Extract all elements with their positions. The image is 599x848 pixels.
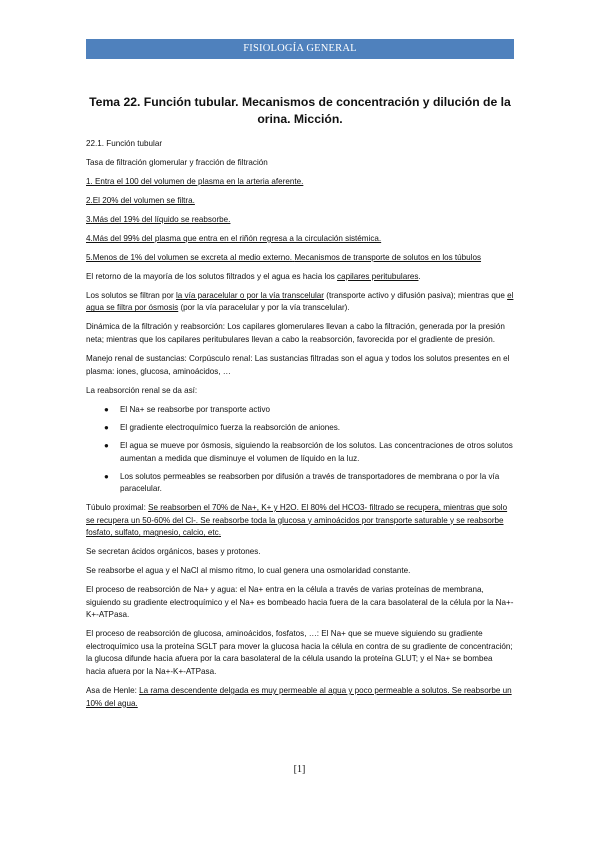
- document-body: [86, 94, 514, 717]
- underlined-run: Se reabsorben el 70% de Na+, K+ y H2O. El 80% del HCO3- filtrado se recupera, mientras que solo se recupera un 50-60% del Cl-. Se reabsorbe toda la glucosa y aminoácidos por transporte saturable y se reabsorbe fosfato, sulfato, magnesio, calcio, etc: [86, 502, 508, 538]
- numbered-item-2: 2.El 20% del volumen se filtra.: [86, 195, 195, 205]
- paragraph-tubulo-proximal: [86, 502, 514, 540]
- underlined-run: el agua se filtra por ósmosis: [86, 290, 514, 313]
- bullet-icon: ●: [104, 471, 109, 481]
- list-item-text: El gradiente electroquímico fuerza la reabsorción de aniones.: [120, 422, 341, 432]
- list-item: [86, 404, 514, 417]
- bullet-icon: ●: [104, 422, 109, 432]
- text-run: (por la vía paracelular y por la vía transcelular).: [178, 303, 350, 313]
- paragraph-solutos: [86, 290, 514, 315]
- list-item: [86, 471, 514, 496]
- numbered-item-5: [86, 252, 514, 265]
- paragraph-secretan: Se secretan ácidos orgánicos, bases y protones.: [86, 547, 261, 557]
- bullet-icon: ●: [104, 404, 109, 414]
- list-item-text: El agua se mueve por ósmosis, siguiendo la reabsorción de los solutos. Las concentraciones de otros solutos aumentan a medida que disminuye el volumen de líquido en la luz.: [120, 440, 513, 463]
- paragraph-proceso-glucosa: El proceso de reabsorción de glucosa, aminoácidos, fosfatos, …: El Na+ que se mueve siguiendo su gradiente electroquímico usa la proteína SGLT para mover la glucosa hacia la célula en contra de su gradiente de concentración; la glucosa difunde hacia afuera por la cara basolateral de la célula usando la proteína GLUT; y el Na+ se bombea hacia afuera por la Na+-K+-ATPasa.: [86, 629, 513, 677]
- numbered-item-5-text: 5.Menos de 1% del volumen se excreta al medio externo.: [86, 252, 293, 262]
- paragraph-dinamica: Dinámica de la filtración y reabsorción: Los capilares glomerulares llevan a cabo la filtración, generada por la presión neta; mientras que los capilares peritubulares llevan a cabo la reabsorción, favorecida por el gradiente de presión.: [86, 322, 505, 345]
- section-heading: 22.1. Función tubular: [86, 139, 163, 148]
- underlined-run: la vía paracelular o por la vía transcelular: [175, 290, 324, 300]
- numbered-item-4: 4.Más del 99% del plasma que entra en el riñón regresa a la circulación sistémica.: [86, 233, 382, 243]
- list-item: [86, 440, 514, 465]
- text-run: (transporte activo y difusión pasiva); mientras que: [324, 290, 508, 300]
- text-run: Asa de Henle:: [86, 686, 140, 696]
- header-banner: FISIOLOGÍA GENERAL: [86, 39, 514, 59]
- list-item: [86, 422, 514, 435]
- paragraph-reabsorcion-intro: La reabsorción renal se da así:: [86, 385, 198, 395]
- text-run: Los solutos se filtran por: [86, 290, 176, 300]
- numbered-item-1: 1. Entra el 100 del volumen de plasma en la arteria aferente.: [86, 176, 304, 186]
- paragraph-asa-henle: [86, 685, 514, 710]
- bullet-list: [86, 404, 514, 496]
- text-run: .: [218, 528, 221, 538]
- page-title: Tema 22. Función tubular. Mecanismos de concentración y dilución de la orina. Micción.: [89, 95, 511, 126]
- paragraph-manejo: Manejo renal de sustancias: Corpúsculo renal: Las sustancias filtradas son el agua y todos los solutos presentes en el plasma: iones, glucosa, aminoácidos, …: [86, 354, 510, 376]
- bullet-icon: ●: [104, 440, 109, 450]
- list-item-text: Los solutos permeables se reabsorben por difusión a través de transportadores de membrana o por la vía paracelular.: [120, 471, 500, 494]
- text-run: Túbulo proximal:: [86, 502, 149, 512]
- text-run: .: [418, 271, 421, 281]
- text-run: El retorno de la mayoría de los solutos filtrados y el agua es hacia los: [86, 271, 338, 281]
- list-item-text: El Na+ se reabsorbe por transporte activo: [120, 404, 271, 414]
- subheading: Tasa de filtración glomerular y fracción de filtración: [86, 157, 268, 167]
- paragraph-proceso-na: El proceso de reabsorción de Na+ y agua: el Na+ entra en la célula a través de varias proteínas de membrana, siguiendo su gradiente electroquímico y el Na+ es bombeado hacia fuera de la cara basolateral de la célula por la Na+-K+-ATPasa.: [86, 585, 514, 620]
- numbered-item-3: 3.Más del 19% del líquido se reabsorbe.: [86, 214, 231, 224]
- page-number: [1]: [293, 764, 306, 775]
- paragraph-retorno: [86, 271, 514, 284]
- paragraph-agua-nacl: Se reabsorbe el agua y el NaCl al mismo ritmo, lo cual genera una osmolaridad constante.: [86, 566, 411, 576]
- underlined-run: La rama descendente delgada es muy permeable al agua y poco permeable a solutos. Se reabsorbe un 10% del agua.: [86, 686, 512, 708]
- transport-heading: Mecanismos de transporte de solutos en los túbulos: [294, 252, 482, 262]
- underlined-run: capilares peritubulares: [337, 271, 419, 281]
